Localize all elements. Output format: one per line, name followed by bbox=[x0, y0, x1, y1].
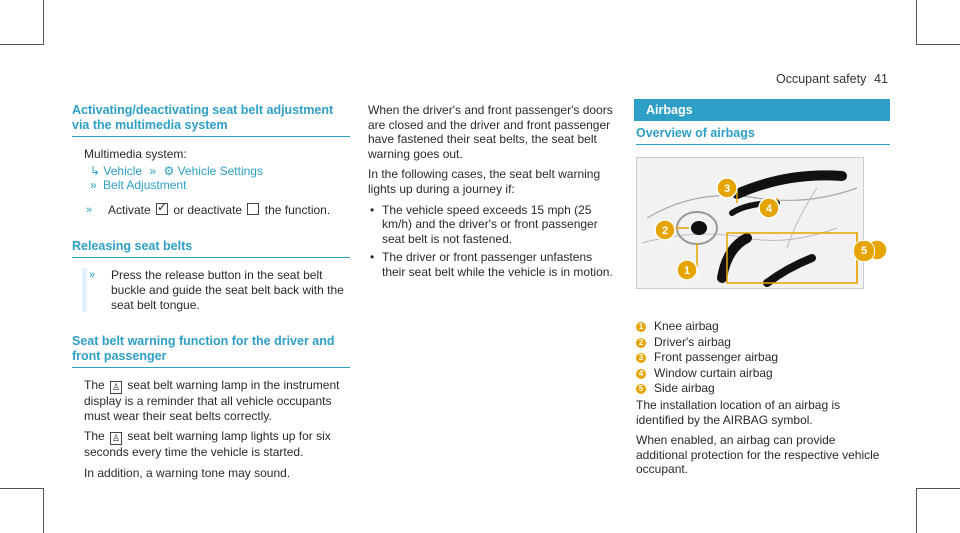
left-column bbox=[72, 103, 350, 487]
marker-number: 1 bbox=[636, 322, 646, 332]
crop-mark bbox=[0, 488, 44, 489]
step-activate bbox=[84, 203, 350, 218]
checkbox-empty-icon bbox=[247, 203, 259, 215]
list-item bbox=[636, 366, 890, 381]
airbag-legend bbox=[636, 319, 890, 396]
middle-paragraph-1: When the driver's and front passenger's doors are closed and the driver and front passenger have fastened their seat belts, the seat belt warning goes out. bbox=[368, 103, 613, 161]
text: seat belt warning lamp lights up for six seconds every time the vehicle is started. bbox=[84, 429, 331, 460]
list-item bbox=[636, 350, 890, 365]
right-column bbox=[636, 126, 890, 483]
list-item bbox=[636, 319, 890, 334]
airbag-illustration bbox=[636, 157, 868, 289]
menu-path-1 bbox=[84, 164, 350, 179]
list-item: • The driver or front passenger unfastens their seat belt while the vehicle is in motion. bbox=[368, 250, 618, 279]
double-arrow-icon: » bbox=[149, 163, 157, 178]
heading-warning-function: Seat belt warning function for the driver and front passenger bbox=[72, 334, 350, 368]
double-arrow-icon: » bbox=[86, 203, 93, 216]
page-number: 41 bbox=[874, 72, 888, 86]
heading-seat-belt-adjustment: Activating/deactivating seat belt adjustment via the multimedia system bbox=[72, 103, 350, 137]
car-interior-image bbox=[637, 158, 863, 288]
marker-1 bbox=[677, 260, 697, 280]
marker-5-badge: 5 bbox=[853, 240, 875, 262]
path-vehicle-settings: Vehicle Settings bbox=[177, 163, 263, 178]
crop-mark bbox=[0, 44, 44, 45]
list-item bbox=[636, 335, 890, 350]
marker-4 bbox=[759, 198, 779, 218]
middle-paragraph-2: In the following cases, the seat belt warning lights up during a journey if: bbox=[368, 167, 601, 196]
legend-label: Side airbag bbox=[654, 381, 715, 396]
marker-number: 4 bbox=[636, 369, 646, 379]
svg-text:3: 3 bbox=[723, 183, 731, 195]
step-text: Activate bbox=[108, 202, 151, 217]
seatbelt-warning-icon: ♙ bbox=[111, 382, 121, 393]
menu-path-2 bbox=[84, 178, 350, 193]
warning-paragraph-2 bbox=[84, 429, 350, 460]
legend-label: Front passenger airbag bbox=[654, 350, 779, 365]
legend-label: Knee airbag bbox=[654, 319, 719, 333]
path-vehicle: Vehicle bbox=[103, 163, 143, 178]
double-arrow-icon: » bbox=[90, 178, 97, 193]
middle-column bbox=[368, 103, 618, 284]
text: The bbox=[84, 378, 105, 393]
seatbelt-warning-icon: ♙ bbox=[111, 433, 121, 444]
heading-airbag-overview: Overview of airbags bbox=[636, 126, 890, 145]
section-title: Occupant safety bbox=[776, 72, 867, 86]
svg-text:1: 1 bbox=[683, 265, 691, 277]
checkbox-checked-icon bbox=[156, 203, 168, 215]
legend-label: Window curtain airbag bbox=[654, 365, 773, 380]
heading-releasing-seat-belts: Releasing seat belts bbox=[72, 239, 350, 258]
list-item: • The vehicle speed exceeds 15 mph (25 km/h) and the driver's or front passenger seat belt is not fastened. bbox=[368, 203, 618, 247]
airbag-paragraph-2: When enabled, an airbag can provide additional protection for the respective vehicle occupant. bbox=[636, 433, 880, 477]
path-belt-adjustment: Belt Adjustment bbox=[103, 178, 187, 193]
crop-mark bbox=[43, 0, 44, 45]
marker-number: 2 bbox=[636, 338, 646, 348]
step-release bbox=[82, 268, 350, 312]
path-arrow-icon: ↳ bbox=[90, 163, 101, 178]
svg-text:2: 2 bbox=[661, 225, 669, 237]
step-text: or deactivate bbox=[173, 202, 243, 217]
settings-icon: ⚙ bbox=[163, 163, 175, 178]
marker-2 bbox=[655, 220, 675, 240]
svg-text:4: 4 bbox=[765, 203, 773, 215]
step-text: Press the release button in the seat belt buckle and guide the seat belt back with the seat belt tongue. bbox=[111, 268, 344, 312]
list-item bbox=[636, 381, 890, 396]
crop-mark bbox=[916, 44, 960, 45]
step-text: the function. bbox=[264, 202, 331, 217]
crop-mark bbox=[43, 488, 44, 533]
airbag-paragraph-1: The installation location of an airbag is identified by the AIRBAG symbol. bbox=[636, 397, 841, 427]
marker-number: 5 bbox=[636, 384, 646, 394]
crop-mark bbox=[916, 0, 917, 45]
crop-mark bbox=[916, 488, 917, 533]
crop-mark bbox=[916, 488, 960, 489]
section-band-airbags: Airbags bbox=[634, 99, 890, 121]
double-arrow-icon: » bbox=[89, 269, 96, 282]
legend-label: Driver's airbag bbox=[654, 334, 731, 349]
text: The bbox=[84, 429, 105, 444]
warning-paragraph-3: In addition, a warning tone may sound. bbox=[84, 465, 291, 480]
marker-3 bbox=[717, 178, 737, 198]
system-label: Multimedia system: bbox=[84, 147, 187, 161]
warning-paragraph-1 bbox=[84, 378, 350, 423]
text: seat belt warning lamp in the instrument display is a reminder that all vehicle occupants must wear their seat belts correctly. bbox=[84, 378, 340, 423]
marker-number: 3 bbox=[636, 353, 646, 363]
